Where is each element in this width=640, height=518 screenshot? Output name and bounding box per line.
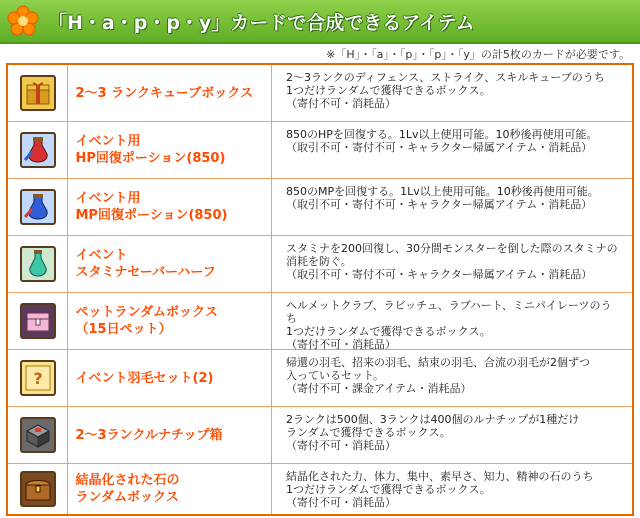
item-name: ペットランダムボックス （15日ペット） xyxy=(75,305,218,337)
item-name: イベント用 HP回復ポーション(850) xyxy=(75,134,226,166)
table-row xyxy=(8,179,632,236)
table-row xyxy=(8,236,632,293)
item-desc-cell xyxy=(272,350,632,406)
mystery-box-icon xyxy=(20,360,56,396)
hp-potion-icon xyxy=(20,132,56,168)
table-row xyxy=(8,407,632,464)
item-name-cell xyxy=(68,122,272,178)
icon-cell xyxy=(8,122,68,178)
icon-cell xyxy=(8,179,68,235)
mp-potion-icon xyxy=(20,189,56,225)
item-name: 結晶化された石の ランダムボックス xyxy=(75,473,180,505)
item-name-cell xyxy=(68,179,272,235)
item-description: 帰還の羽毛、招来の羽毛、結束の羽毛、合流の羽毛が2個ずつ 入っているセット。 （寄付不可・課金アイテム・消耗品） xyxy=(286,356,590,395)
pet-box-icon xyxy=(20,303,56,339)
item-name-cell xyxy=(68,293,272,349)
icon-cell xyxy=(8,293,68,349)
treasure-chest-icon xyxy=(20,471,56,507)
item-description: 結晶化された力、体力、集中、素早さ、知力、精神の石のうち 1つだけランダムで獲得できるボックス。 （寄付不可・消耗品） xyxy=(286,470,594,509)
item-desc-cell xyxy=(272,65,632,121)
table-row xyxy=(8,65,632,122)
icon-cell xyxy=(8,65,68,121)
icon-cell xyxy=(8,407,68,463)
icon-cell xyxy=(8,350,68,406)
table-row xyxy=(8,464,632,514)
item-name-cell xyxy=(68,464,272,514)
item-name-cell xyxy=(68,236,272,292)
item-name-cell xyxy=(68,350,272,406)
item-desc-cell xyxy=(272,407,632,463)
table-row xyxy=(8,122,632,179)
stamina-potion-icon xyxy=(20,246,56,282)
flower-icon xyxy=(6,4,40,38)
gift-box-icon xyxy=(20,75,56,111)
requirement-note: ※「H」・「a」・「p」・「p」・「y」の計5枚のカードが必要です。 xyxy=(326,48,630,61)
item-table xyxy=(6,63,634,516)
item-description: ヘルメットクラブ、ラビッチュ、ラブハート、ミニパイレーツのうち 1つだけランダムで獲得できるボックス。 （寄付不可・消耗品） xyxy=(286,299,612,351)
item-desc-cell xyxy=(272,179,632,235)
item-description: 850のHPを回復する。1Lv以上使用可能。10秒後再使用可能。 （取引不可・寄付不可・キャラクター帰属アイテム・消耗品） xyxy=(286,128,598,154)
item-name: イベント羽毛セット(2) xyxy=(75,370,214,386)
luna-chip-box-icon xyxy=(20,417,56,453)
item-description: 2～3ランクのディフェンス、ストライク、スキルキューブのうち 1つだけランダムで獲得できるボックス。 （寄付不可・消耗品） xyxy=(286,71,605,110)
item-name: 2～3 ランクキューブボックス xyxy=(75,85,254,101)
item-desc-cell xyxy=(272,236,632,292)
header-bar xyxy=(0,0,640,44)
item-desc-cell xyxy=(272,122,632,178)
svg-text:?: ? xyxy=(33,369,43,388)
item-name-cell xyxy=(68,65,272,121)
icon-cell xyxy=(8,236,68,292)
icon-cell xyxy=(8,464,68,514)
table-row xyxy=(8,350,632,407)
item-name: 2～3ランクルナチップ箱 xyxy=(75,427,223,443)
item-name: イベント用 MP回復ポーション(850) xyxy=(75,191,228,223)
item-name-cell xyxy=(68,407,272,463)
table-row xyxy=(8,293,632,350)
item-desc-cell xyxy=(272,293,632,349)
page-title: 「H・a・p・p・y」カードで合成できるアイテム xyxy=(48,12,475,34)
item-description: スタミナを200回復し、30分間モンスターを倒した際のスタミナの 消耗を防ぐ。 （取引不可・寄付不可・キャラクター帰属アイテム・消耗品） xyxy=(286,242,618,281)
item-name: イベント スタミナセーバーハーフ xyxy=(75,248,216,280)
item-description: 850のMPを回復する。1Lv以上使用可能。10秒後再使用可能。 （取引不可・寄付不可・キャラクター帰属アイテム・消耗品） xyxy=(286,185,599,211)
item-description: 2ランクは500個、3ランクは400個のルナチップが1種だけ ランダムで獲得できるボックス。 （寄付不可・消耗品） xyxy=(286,413,580,452)
item-desc-cell xyxy=(272,464,632,514)
